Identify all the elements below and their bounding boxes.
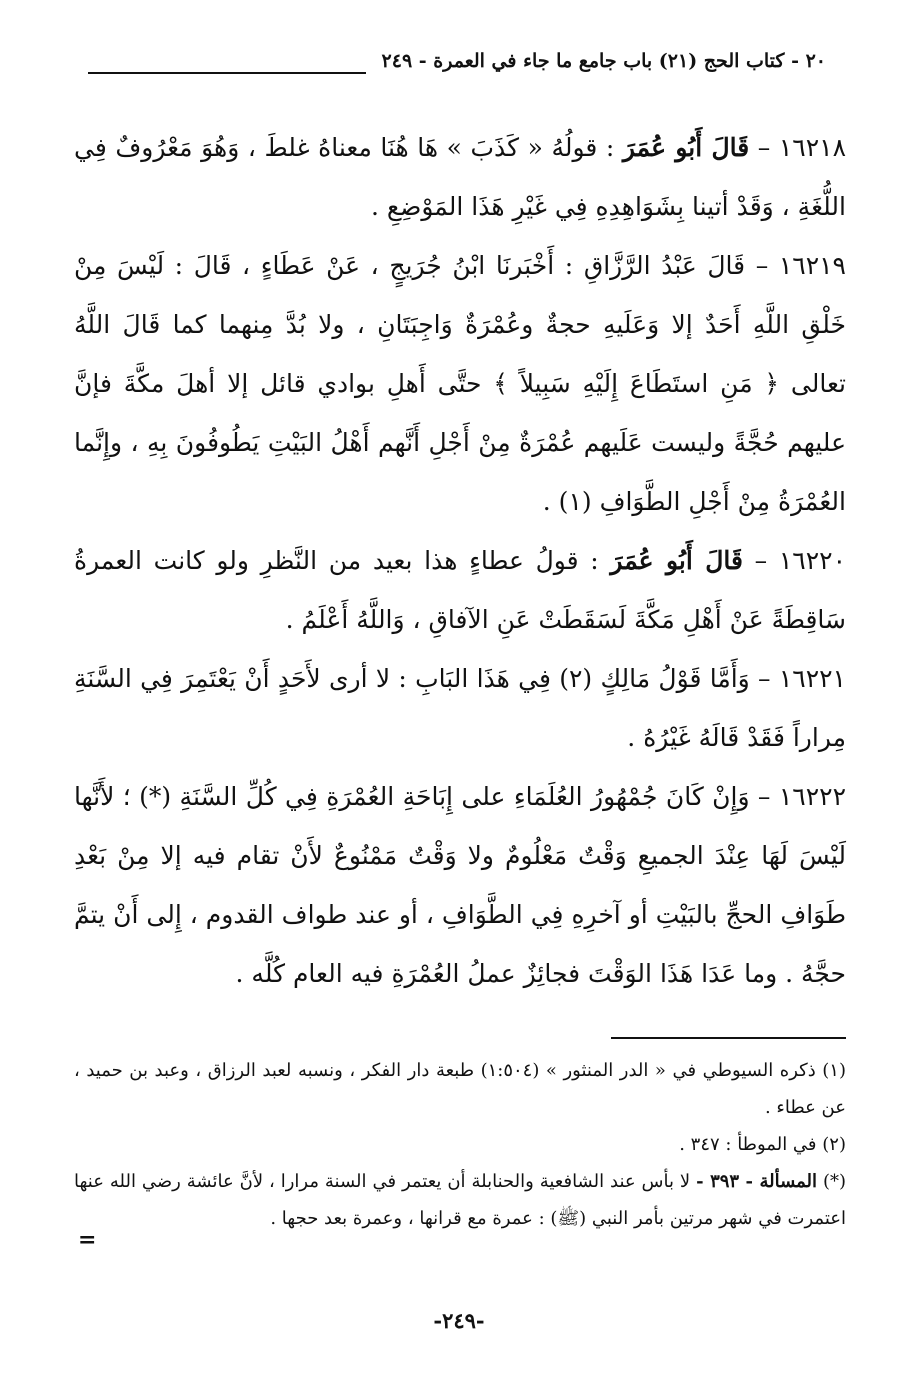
continuation-mark: = xyxy=(78,1227,97,1253)
footnote-rule xyxy=(611,1037,846,1039)
paragraph-text: وَأَمَّا قَوْلُ مَالِكٍ (٢) فِي هَذَا البَابِ : لا أرى لأَحَدٍ أَنْ يَعْتَمِرَ فِي السَّنَةِ مِراراً فَقَدْ قَالَهُ غَيْرُهُ . xyxy=(74,664,846,752)
paragraph-number: ١٦٢١٨ xyxy=(778,133,846,162)
paragraph-number: ١٦٢٢٢ xyxy=(778,782,846,811)
footnote-marker: (١) xyxy=(822,1060,846,1081)
paragraph-text: : قولُهُ « كَذَبَ » هَا هُنَا معناهُ غلطَ ، وَهُوَ مَعْرُوفٌ فِي اللُّغَةِ ، وَقَدْ أتينا بِشَوَاهِدِهِ فِي غَيْرِ هَذَا المَوْضِعِ . xyxy=(74,133,846,221)
paragraph-lead: قَالَ أَبُو عُمَرَ xyxy=(622,133,750,162)
footnote-1 xyxy=(74,1052,846,1126)
paragraph-16222: ١٦٢٢٢ – وَإِنْ كَانَ جُمْهُورُ العُلَمَاءِ على إِبَاحَةِ العُمْرَةِ فِي كُلِّ السَّنَةِ (*) ؛ لأَنَّها لَيْسَ لَهَا عِنْدَ الجميعِ وَقْتٌ مَعْلُومٌ ولا وَقْتٌ مَمْنُوعٌ لأَنْ تقام فيه إلا مِنْ بَعْدِ طَوَافِ الحجِّ بالبَيْتِ أو آخرِهِ فِي الطَّوَافِ ، أو عند طواف القدوم ، إِلى أَنْ يتمَّ حجَّهُ . وما عَدَا هَذَا الوَقْتَ فجائِزٌ عملُ العُمْرَةِ فيه العام كُلَّه . xyxy=(74,782,846,988)
footnote-marker: (*) xyxy=(822,1171,846,1192)
footnote-text: في الموطأ : ٣٤٧ . xyxy=(679,1134,817,1155)
paragraph-16221: ١٦٢٢١ – وَأَمَّا قَوْلُ مَالِكٍ (٢) فِي هَذَا البَابِ : لا أرى لأَحَدٍ أَنْ يَعْتَمِرَ فِي السَّنَةِ مِراراً فَقَدْ قَالَهُ غَيْرُهُ . xyxy=(74,664,846,752)
body-text xyxy=(74,118,846,1003)
footnote-lead: المسألة - ٣٩٣ - xyxy=(696,1171,818,1192)
footnotes xyxy=(74,1052,846,1237)
paragraph-text: وَإِنْ كَانَ جُمْهُورُ العُلَمَاءِ على إِبَاحَةِ العُمْرَةِ فِي كُلِّ السَّنَةِ (*) ؛ لأَنَّها لَيْسَ لَهَا عِنْدَ الجميعِ وَقْتٌ مَعْلُومٌ ولا وَقْتٌ مَمْنُوعٌ لأَنْ تقام فيه إلا مِنْ بَعْدِ طَوَافِ الحجِّ بالبَيْتِ أو آخرِهِ فِي الطَّوَافِ ، أو عند طواف القدوم ، إِلى أَنْ يتمَّ حجَّهُ . وما عَدَا هَذَا الوَقْتَ فجائِزٌ عملُ العُمْرَةِ فيه العام كُلَّه . xyxy=(74,782,846,988)
paragraph-lead: قَالَ أَبُو عُمَرَ xyxy=(610,546,743,575)
header-rule xyxy=(88,72,366,74)
paragraph-16218: ١٦٢١٨ – قَالَ أَبُو عُمَرَ : قولُهُ « كَذَبَ » هَا هُنَا معناهُ غلطَ ، وَهُوَ مَعْرُوفٌ فِي اللُّغَةِ ، وَقَدْ أتينا بِشَوَاهِدِهِ فِي غَيْرِ هَذَا المَوْضِعِ . xyxy=(74,133,846,221)
footnote-marker: (٢) xyxy=(822,1134,846,1155)
footnote-text: لا بأس عند الشافعية والحنابلة أن يعتمر في السنة مرارا ، لأنَّ عائشة رضي الله عنها اعتمرت في شهر مرتين بأمر النبي (ﷺ) : عمرة مع قرانها ، وعمرة بعد حجها . xyxy=(74,1171,846,1229)
paragraph-number: ١٦٢١٩ xyxy=(778,251,846,280)
footnote-text: ذكره السيوطي في « الدر المنثور » (١:٥٠٤) طبعة دار الفكر ، ونسبه لعبد الرزاق ، وعبد بن حميد ، عن عطاء . xyxy=(74,1060,846,1118)
footnote-2 xyxy=(74,1126,846,1163)
paragraph-text: : قولُ عطاءٍ هذا بعيد من النَّظرِ ولو كانت العمرةُ سَاقِطَةً عَنْ أَهْلِ مَكَّةَ لَسَقَطَتْ عَنِ الآفاقِ ، وَاللَّهُ أَعْلَمُ . xyxy=(74,546,846,634)
paragraph-number: ١٦٢٢١ xyxy=(778,664,846,693)
running-header: ٢٠ - كتاب الحج (٢١) باب جامع ما جاء في العمرة - ٢٤٩ xyxy=(381,50,826,72)
paragraph-16219: ١٦٢١٩ – قَالَ عَبْدُ الرَّزَّاقِ : أَخْبَرنَا ابْنُ جُرَيجٍ ، عَنْ عَطَاءٍ ، قَالَ : لَيْسَ مِنْ خَلْقِ اللَّهِ أَحَدٌ إلا وَعَلَيهِ حجةٌ وعُمْرَةٌ وَاجِبَتَانِ ، ولا بُدَّ مِنهما كما قَالَ اللَّهُ تعالى ﴿ مَنِ استَطَاعَ إِلَيْهِ سَبِيلاً ﴾ حتَّى أَهلِ بوادي قائل إلا أهلَ مكَّةَ فإنَّ عليهم حُجَّةً وليست عَلَيهم عُمْرَةٌ مِنْ أَجْلِ أَنَّهم أَهْلُ البَيْتِ يَطُوفُونَ بِهِ ، وإِنَّما العُمْرَةُ مِنْ أَجْلِ الطَّوَافِ (١) . xyxy=(74,251,846,516)
paragraph-16220: ١٦٢٢٠ – قَالَ أَبُو عُمَرَ : قولُ عطاءٍ هذا بعيد من النَّظرِ ولو كانت العمرةُ سَاقِطَةً عَنْ أَهْلِ مَكَّةَ لَسَقَطَتْ عَنِ الآفاقِ ، وَاللَّهُ أَعْلَمُ . xyxy=(74,546,846,634)
paragraph-number: ١٦٢٢٠ xyxy=(778,546,846,575)
paragraph-text: قَالَ عَبْدُ الرَّزَّاقِ : أَخْبَرنَا ابْنُ جُرَيجٍ ، عَنْ عَطَاءٍ ، قَالَ : لَيْسَ مِنْ خَلْقِ اللَّهِ أَحَدٌ إلا وَعَلَيهِ حجةٌ وعُمْرَةٌ وَاجِبَتَانِ ، ولا بُدَّ مِنهما كما قَالَ اللَّهُ تعالى ﴿ مَنِ استَطَاعَ إِلَيْهِ سَبِيلاً ﴾ حتَّى أَهلِ بوادي قائل إلا أهلَ مكَّةَ فإنَّ عليهم حُجَّةً وليست عَلَيهم عُمْرَةٌ مِنْ أَجْلِ أَنَّهم أَهْلُ البَيْتِ يَطُوفُونَ بِهِ ، وإِنَّما العُمْرَةُ مِنْ أَجْلِ الطَّوَافِ (١) . xyxy=(74,251,846,516)
page-number: -٢٤٩- xyxy=(433,1308,485,1333)
footnote-star xyxy=(74,1163,846,1237)
